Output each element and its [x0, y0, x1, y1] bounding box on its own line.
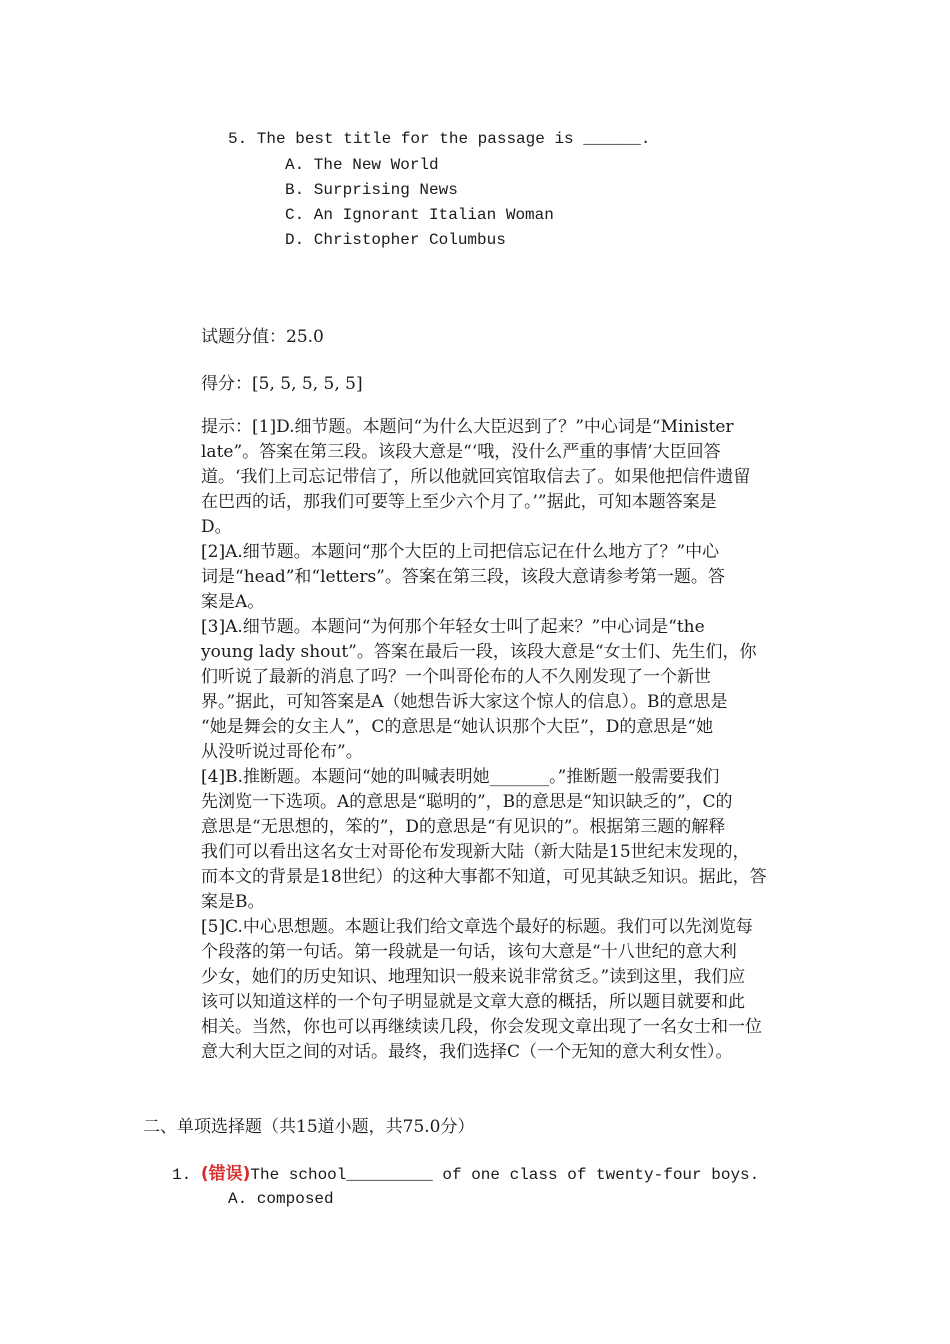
section-title: 二、单项选择题（共15道小题，共75.0分）	[143, 1117, 475, 1137]
hint-line: “她是舞会的女主人”，C的意思是“她认识那个大臣”，D的意思是“她	[201, 717, 714, 737]
question-5-option-c: C. An Ignorant Italian Woman	[285, 206, 554, 224]
hint-line: 相关。当然，你也可以再继续读几段，你会发现文章出现了一名女士和一位	[201, 1017, 762, 1037]
score-obtained: 得分：[5, 5, 5, 5, 5]	[201, 374, 363, 394]
hint-line: 提示：[1]D.细节题。本题问“为什么大臣迟到了？”中心词是“Minister	[201, 417, 734, 437]
hint-line: 界。”据此，可知答案是A（她想告诉大家这个惊人的信息）。B的意思是	[201, 692, 728, 712]
question-5-stem: 5. The best title for the passage is ______.	[228, 130, 651, 148]
hint-line: late”。答案在第三段。该段大意是“‘哦，没什么严重的事情’大臣回答	[201, 442, 721, 462]
hint-line: 从没听说过哥伦布”。	[201, 742, 363, 762]
hint-line: [3]A.细节题。本题问“为何那个年轻女士叫了起来？”中心词是“the	[201, 617, 705, 637]
hint-line: 我们可以看出这名女士对哥伦布发现新大陆（新大陆是15世纪末发现的，	[201, 842, 750, 862]
question-5-option-b: B. Surprising News	[285, 181, 458, 199]
hint-line: 道。‘我们上司忘记带信了，所以他就回宾馆取信去了。如果他把信件遗留	[201, 467, 751, 487]
score-value: 试题分值：25.0	[201, 327, 324, 347]
hint-line: [5]C.中心思想题。本题让我们给文章选个最好的标题。我们可以先浏览每	[201, 917, 753, 937]
hint-line: 少女，她们的历史知识、地理知识一般来说非常贫乏。”读到这里，我们应	[201, 967, 746, 987]
question-5-option-d: D. Christopher Columbus	[285, 231, 506, 249]
hint-line: 而本文的背景是18世纪）的这种大事都不知道，可见其缺乏知识。据此，答	[201, 867, 767, 887]
hint-line: young lady shout”。答案在最后一段，该段大意是“女士们、先生们，你	[201, 642, 757, 662]
hint-line: [4]B.推断题。本题问“她的叫喊表明她_______。”推断题一般需要我们	[201, 767, 720, 787]
hint-line: 意思是“无思想的，笨的”，D的意思是“有见识的”。根据第三题的解释	[201, 817, 726, 837]
hint-line: 意大利大臣之间的对话。最终，我们选择C（一个无知的意大利女性）。	[201, 1042, 733, 1062]
hint-line: 个段落的第一句话。第一段就是一句话，该句大意是“十八世纪的意大利	[201, 942, 737, 962]
hint-line: 先浏览一下选项。A的意思是“聪明的”，B的意思是“知识缺乏的”，C的	[201, 792, 733, 812]
hint-line: 案是B。	[201, 892, 265, 912]
hint-line: 案是A。	[201, 592, 265, 612]
question-1-option-a: A. composed	[228, 1190, 334, 1208]
question-1	[172, 1163, 759, 1186]
hint-line: 词是“head”和“letters”。答案在第三段，该段大意请参考第一题。答	[201, 567, 725, 587]
hint-line: 在巴西的话，那我们可要等上至少六个月了。’”据此，可知本题答案是	[201, 492, 717, 512]
hint-line: 该可以知道这样的一个句子明显就是文章大意的概括，所以题目就要和此	[201, 992, 745, 1012]
question-5-option-a: A. The New World	[285, 156, 439, 174]
hint-line: D。	[201, 517, 232, 537]
question-1-status-badge: (错误)	[200, 1164, 251, 1184]
question-1-number: 1.	[172, 1166, 192, 1184]
hint-explanation	[201, 415, 813, 1065]
hint-line: 们听说了最新的消息了吗？一个叫哥伦布的人不久刚发现了一个新世	[201, 667, 711, 687]
question-1-stem: The school_________ of one class of twenty-four boys.	[250, 1166, 760, 1184]
hint-line: [2]A.细节题。本题问“那个大臣的上司把信忘记在什么地方了？”中心	[201, 542, 720, 562]
